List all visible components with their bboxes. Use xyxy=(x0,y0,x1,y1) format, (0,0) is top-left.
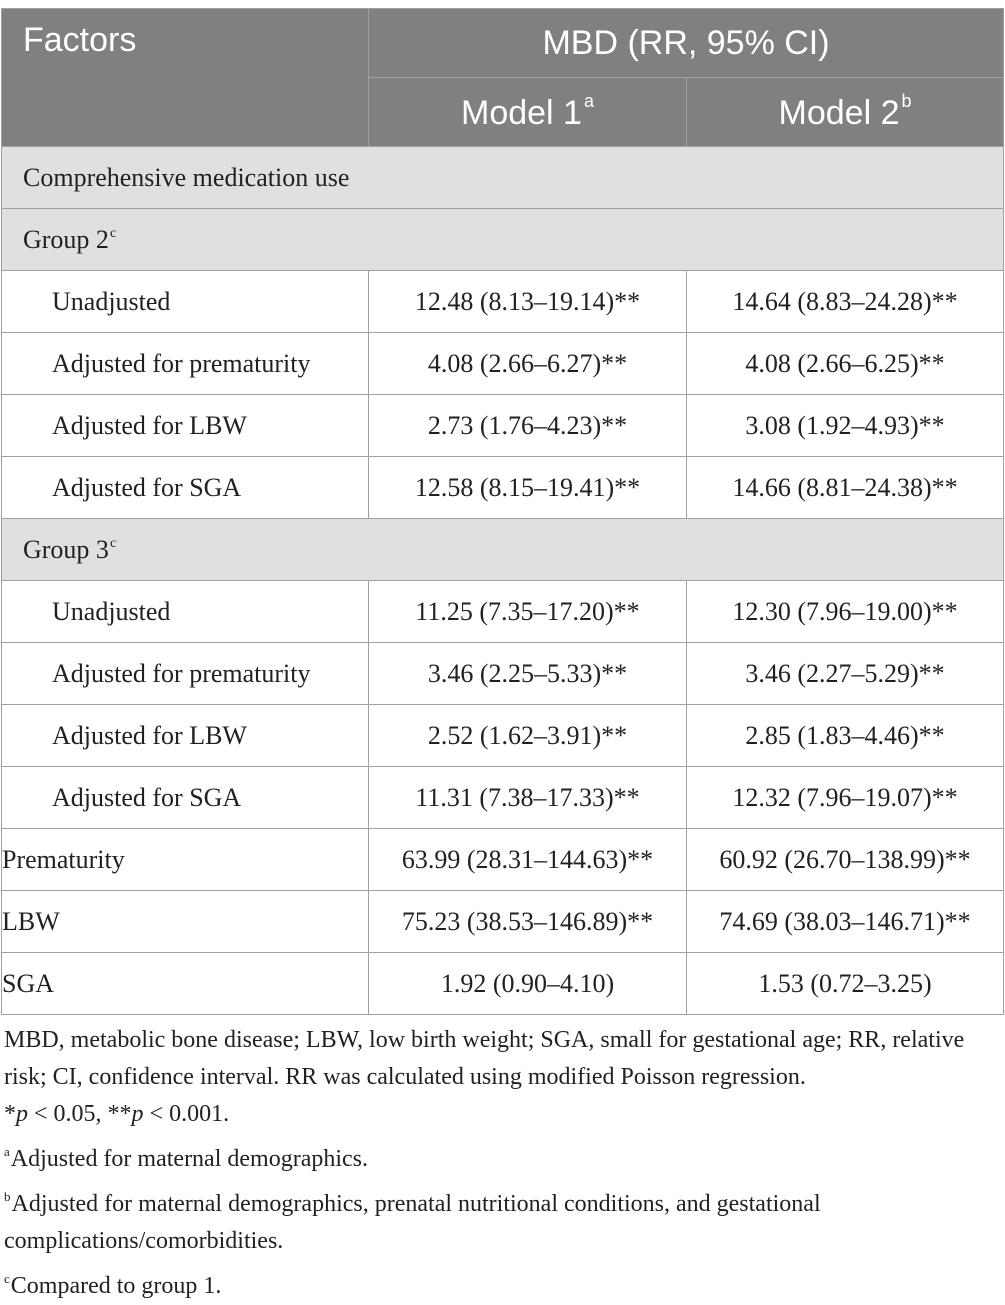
section-label: Group 2$^c$ xyxy=(2,209,1004,271)
table-row xyxy=(2,643,1004,705)
factors-header: Factors xyxy=(2,9,369,147)
row-factor: Adjusted for LBW xyxy=(2,395,369,457)
model1-value: 75.23 (38.53–146.89)** xyxy=(369,891,687,953)
model2-value: 4.08 (2.66–6.25)** xyxy=(687,333,1004,395)
table-row xyxy=(2,333,1004,395)
table-row xyxy=(2,581,1004,643)
model2-value: 74.69 (38.03–146.71)** xyxy=(687,891,1004,953)
row-factor: Unadjusted xyxy=(2,581,369,643)
model2-header: Model 2 $^b$ xyxy=(687,78,1004,147)
model2-value: 3.08 (1.92–4.93)** xyxy=(687,395,1004,457)
footnote-a: $^a$Adjusted for maternal demographics. xyxy=(4,1144,369,1172)
model2-value: 3.46 (2.27–5.29)** xyxy=(687,643,1004,705)
model2-value: 60.92 (26.70–138.99)** xyxy=(687,829,1004,891)
section-row-group3 xyxy=(2,519,1004,581)
table-row xyxy=(2,891,1004,953)
table-row xyxy=(2,705,1004,767)
model1-value: 11.25 (7.35–17.20)** xyxy=(369,581,687,643)
model1-value: 2.52 (1.62–3.91)** xyxy=(369,705,687,767)
header-row-1 xyxy=(2,9,1004,78)
table-row xyxy=(2,767,1004,829)
model2-value: 12.32 (7.96–19.07)** xyxy=(687,767,1004,829)
row-factor: Adjusted for SGA xyxy=(2,767,369,829)
model1-value: 2.73 (1.76–4.23)** xyxy=(369,395,687,457)
model2-value: 14.66 (8.81–24.38)** xyxy=(687,457,1004,519)
model1-value: 3.46 (2.25–5.33)** xyxy=(369,643,687,705)
row-factor: Prematurity xyxy=(2,829,369,891)
table-row xyxy=(2,271,1004,333)
model1-value: 11.31 (7.38–17.33)** xyxy=(369,767,687,829)
table-row xyxy=(2,953,1004,1015)
model1-value: 63.99 (28.31–144.63)** xyxy=(369,829,687,891)
footnote-significance: *p < 0.05, **p < 0.001. xyxy=(4,1101,230,1127)
model2-value: 14.64 (8.83–24.28)** xyxy=(687,271,1004,333)
table-row xyxy=(2,457,1004,519)
section-label: Comprehensive medication use xyxy=(2,147,1004,209)
table-footnotes xyxy=(4,1022,999,1305)
model2-value: 1.53 (0.72–3.25) xyxy=(687,953,1004,1015)
mbd-group-header: MBD (RR, 95% CI) xyxy=(369,9,1004,78)
row-factor: Adjusted for LBW xyxy=(2,705,369,767)
model1-value: 4.08 (2.66–6.27)** xyxy=(369,333,687,395)
row-factor: LBW xyxy=(2,891,369,953)
model1-value: 12.48 (8.13–19.14)** xyxy=(369,271,687,333)
model1-value: 1.92 (0.90–4.10) xyxy=(369,953,687,1015)
section-row-medication xyxy=(2,147,1004,209)
section-label: Group 3$^c$ xyxy=(2,519,1004,581)
table-row xyxy=(2,829,1004,891)
row-factor: Adjusted for prematurity xyxy=(2,643,369,705)
model2-value: 12.30 (7.96–19.00)** xyxy=(687,581,1004,643)
row-factor: Unadjusted xyxy=(2,271,369,333)
section-row-group2 xyxy=(2,209,1004,271)
model1-value: 12.58 (8.15–19.41)** xyxy=(369,457,687,519)
row-factor: Adjusted for SGA xyxy=(2,457,369,519)
model2-value: 2.85 (1.83–4.46)** xyxy=(687,705,1004,767)
table-row xyxy=(2,395,1004,457)
model1-header: Model 1 $^a$ xyxy=(369,78,687,147)
footnote-b: $^b$Adjusted for maternal demographics, prenatal nutritional conditions, and gestational complications/comorbidities. xyxy=(4,1189,821,1254)
row-factor: Adjusted for prematurity xyxy=(2,333,369,395)
row-factor: SGA xyxy=(2,953,369,1015)
results-table xyxy=(1,8,1004,1015)
footnote-c: $^c$Compared to group 1. xyxy=(4,1271,222,1299)
footnote-abbreviations: MBD, metabolic bone disease; LBW, low birth weight; SGA, small for gestational age; RR, relative risk; CI, confidence interval. RR was calculated using modified Poisson regression. xyxy=(4,1027,965,1090)
